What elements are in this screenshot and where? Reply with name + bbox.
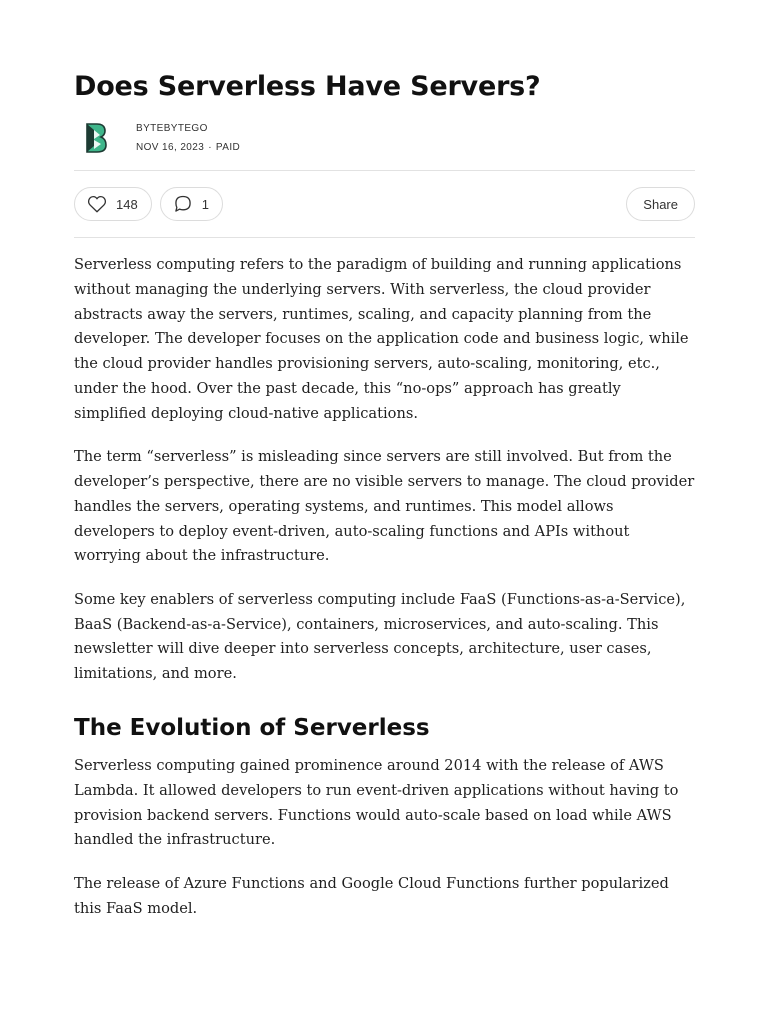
post-action-bar [74, 171, 695, 237]
access-badge: PAID [215, 142, 241, 153]
byline-meta [136, 123, 240, 153]
article-paragraph: Serverless computing refers to the paradigm of building and running applications without managing the underlying servers. With serverless, the cloud provider abstracts away the servers, runtimes, scaling, and capacity planning from the developer. The developer focuses on the application code and business logic, while the cloud provider handles provisioning servers, auto-scaling, monitoring, etc., under the hood. Over the past decade, this “no-ops” approach has greatly simplified deploying cloud-native applications. [74, 256, 689, 422]
article-body [74, 238, 695, 921]
publication-name[interactable]: BYTEBYTEGO [136, 123, 208, 134]
article-paragraph: The term “serverless” is misleading since servers are still involved. But from the developer’s perspective, there are no visible servers to manage. The cloud provider handles the servers, operating systems, and runtimes. This model allows developers to deploy event-driven, auto-scaling functions and APIs without worrying about the infrastructure. [74, 448, 695, 565]
bytebytego-logo-icon[interactable] [82, 121, 110, 155]
post-date: NOV 16, 2023 [136, 142, 205, 153]
comment-count: 1 [201, 196, 209, 212]
meta-separator: · [208, 142, 212, 153]
heart-icon [87, 194, 107, 214]
like-button[interactable] [74, 187, 152, 221]
share-button[interactable]: Share [626, 187, 695, 221]
section-heading: The Evolution of Serverless [74, 714, 430, 741]
article-paragraph: Some key enablers of serverless computing include FaaS (Functions-as-a-Service), BaaS (Backend-as-a-Service), containers, microservices, and auto-scaling. This newsletter will dive deeper into serverless concepts, architecture, user cases, limitations, and more. [74, 590, 686, 683]
post-date-row [136, 142, 240, 153]
byline [74, 118, 695, 158]
comment-bubble-icon [173, 194, 193, 214]
post-title: Does Serverless Have Servers? [74, 71, 541, 102]
article-paragraph: The release of Azure Functions and Google Cloud Functions further popularized this FaaS model. [74, 874, 669, 917]
comment-button[interactable] [160, 187, 223, 221]
reaction-buttons [74, 187, 223, 221]
like-count: 148 [116, 196, 138, 212]
article-paragraph: Serverless computing gained prominence around 2014 with the release of AWS Lambda. It allowed developers to run event-driven applications without having to provision backend servers. Functions would auto-scale based on load while AWS handled the infrastructure. [74, 756, 679, 849]
